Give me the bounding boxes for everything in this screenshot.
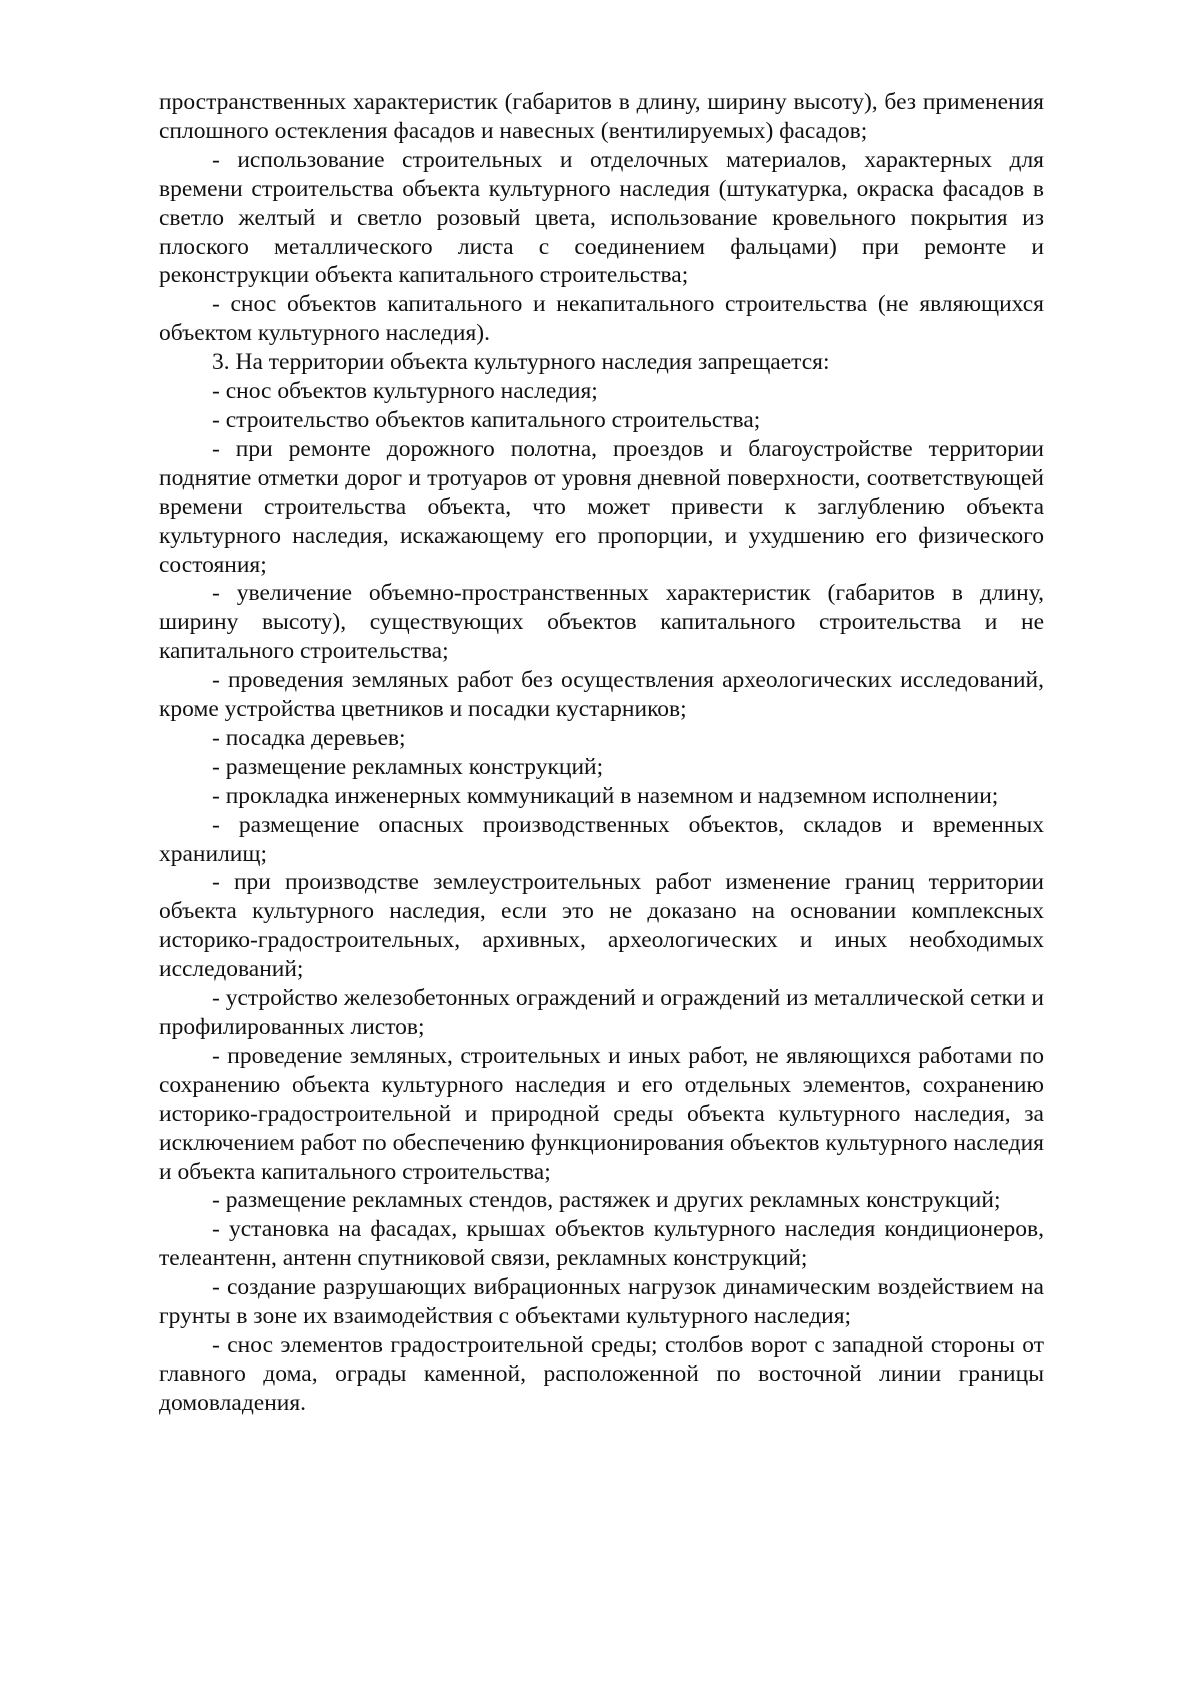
list-item: - строительство объектов капитального строительства; [212, 406, 761, 433]
list-item: - размещение опасных производственных объектов, складов и временных хранилищ; [159, 811, 1044, 867]
list-item: - прокладка инженерных коммуникаций в наземном и надземном исполнении; [212, 782, 999, 809]
list-item: - посадка деревьев; [212, 724, 406, 751]
list-item: - размещение рекламных стендов, растяжек и других рекламных конструкций; [212, 1187, 1001, 1214]
paragraph-continuation: пространственных характеристик (габаритов в длину, ширину высоту), без применения сплошного остекления фасадов и навесных (вентилируемых) фасадов; [159, 89, 1044, 144]
document-page [159, 88, 1044, 1418]
list-item: - установка на фасадах, крышах объектов культурного наследия кондиционеров, телеантенн, антенн спутниковой связи, рекламных конструкций; [159, 1216, 1044, 1272]
list-item: - при ремонте дорожного полотна, проездов и благоустройстве территории поднятие отметки дорог и тротуаров от уровня дневной поверхности, соответствующей времени строительства объекта, что может привести к заглублению объекта культурного наследия, искажающему его пропорции, и ухудшению его физического состояния; [159, 435, 1044, 578]
paragraph-materials: - использование строительных и отделочных материалов, характерных для времени строительства объекта культурного наследия (штукатурка, окраска фасадов в светло желтый и светло розовый цвета, использование кровельного покрытия из плоского металлического листа с соединением фальцами) при ремонте и реконструкции объекта капитального строительства; [159, 146, 1044, 289]
list-item: - создание разрушающих вибрационных нагрузок динамическим воздействием на грунты в зоне их взаимодействия с объектами культурного наследия; [159, 1274, 1044, 1330]
list-item: - снос объектов культурного наследия; [212, 378, 598, 405]
list-item: - устройство железобетонных ограждений и ограждений из металлической сетки и профилированных листов; [159, 985, 1044, 1040]
list-item: - увеличение объемно-пространственных характеристик (габаритов в длину, ширину высоту), существующих объектов капитального строительства и не капитального строительства; [159, 580, 1044, 665]
list-item: - размещение рекламных конструкций; [212, 753, 604, 780]
list-item: - при производстве землеустроительных работ изменение границ территории объекта культурного наследия, если это не доказано на основании комплексных историко-градостроительных, архивных, археологических и иных необходимых исследований; [159, 869, 1044, 983]
list-item: - проведение земляных, строительных и иных работ, не являющихся работами по сохранению объекта культурного наследия и его отдельных элементов, сохранению историко-градостроительной и природной среды объекта культурного наследия, за исключением работ по обеспечению функционирования объектов культурного наследия и объекта капитального строительства; [159, 1042, 1044, 1185]
list-item: - снос элементов градостроительной среды; столбов ворот с западной стороны от главного дома, ограды каменной, расположенной по восточной линии границы домовладения. [159, 1331, 1044, 1416]
list-item: - проведения земляных работ без осуществления археологических исследований, кроме устройства цветников и посадки кустарников; [159, 667, 1044, 723]
paragraph-demolition: - снос объектов капитального и некапитального строительства (не являющихся объектом культурного наследия). [159, 291, 1044, 347]
section-3-heading: 3. На территории объекта культурного наследия запрещается: [212, 349, 830, 376]
